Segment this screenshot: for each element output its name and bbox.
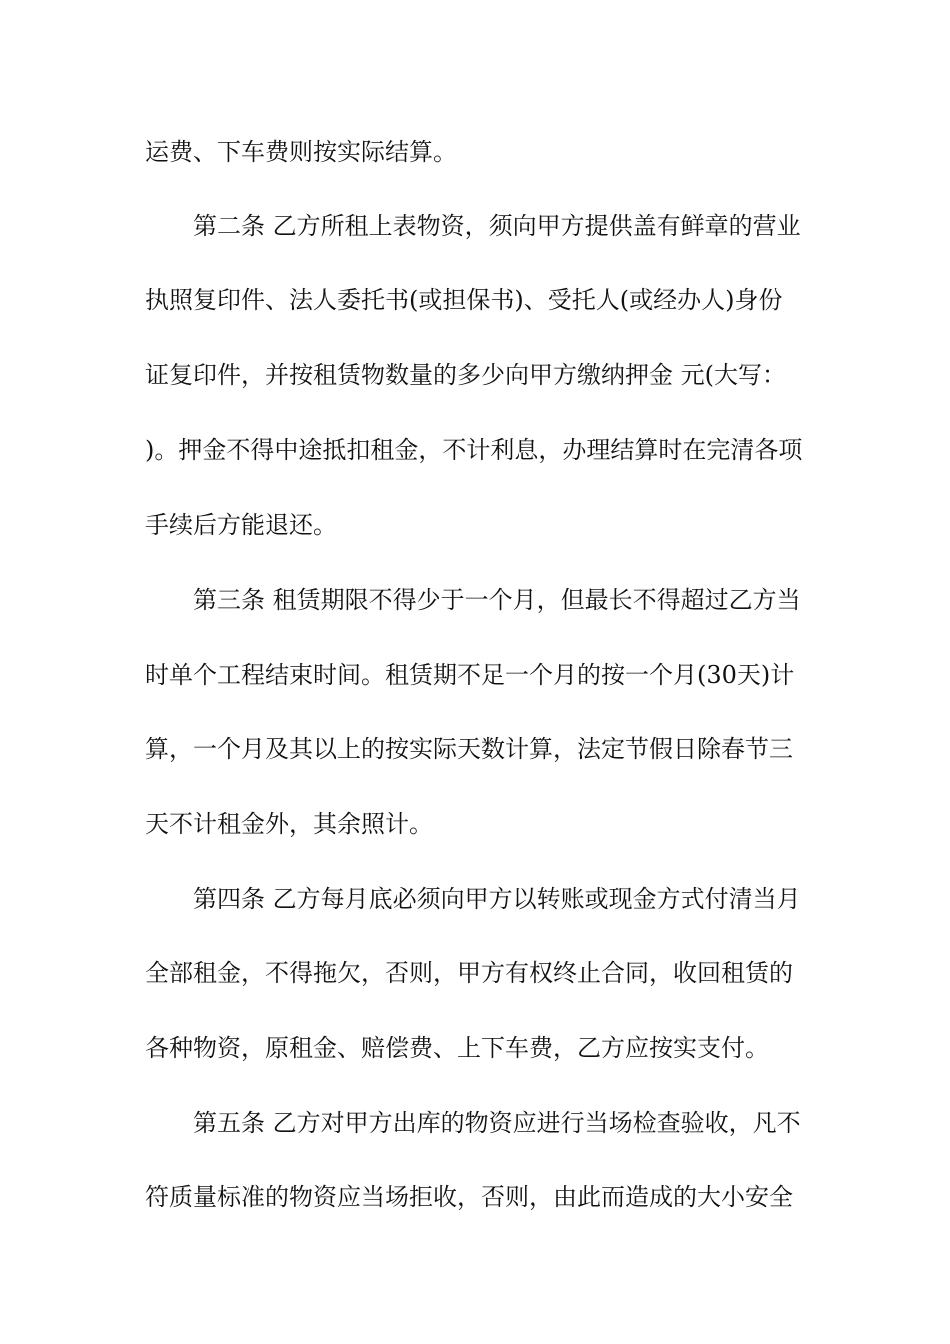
text-line: )。押金不得中途抵扣租金，不计利息，办理结算时在完清各项 — [145, 436, 803, 464]
text-line: 符质量标准的物资应当场拒收，否则，由此而造成的大小安全 — [145, 1183, 793, 1211]
text-line: 算，一个月及其以上的按实际天数计算，法定节假日除春节三 — [145, 735, 793, 763]
text-line: 全部租金，不得拖欠，否则，甲方有权终止合同，收回租赁的 — [145, 959, 793, 987]
article-4-heading-line: 第四条 乙方每月底必须向甲方以转账或现金方式付清当月 — [193, 885, 801, 913]
text-line: 手续后方能退还。 — [145, 511, 337, 539]
article-2-heading-line: 第二条 乙方所租上表物资，须向甲方提供盖有鲜章的营业 — [193, 212, 801, 240]
text-line: 天不计租金外，其余照计。 — [145, 810, 433, 838]
article-3-heading-line: 第三条 租赁期限不得少于一个月，但最长不得超过乙方当 — [193, 586, 801, 614]
text-line: 各种物资，原租金、赔偿费、上下车费，乙方应按实支付。 — [145, 1034, 769, 1062]
article-5-heading-line: 第五条 乙方对甲方出库的物资应进行当场检查验收，凡不 — [193, 1109, 801, 1137]
text-line: 执照复印件、法人委托书(或担保书)、受托人(或经办人)身份 — [145, 286, 783, 314]
text-line: 运费、下车费则按实际结算。 — [145, 138, 457, 166]
text-line: 证复印件，并按租赁物数量的多少向甲方缴纳押金 元(大写： — [145, 361, 786, 389]
text-line: 时单个工程结束时间。租赁期不足一个月的按一个月(30天)计 — [145, 661, 795, 689]
